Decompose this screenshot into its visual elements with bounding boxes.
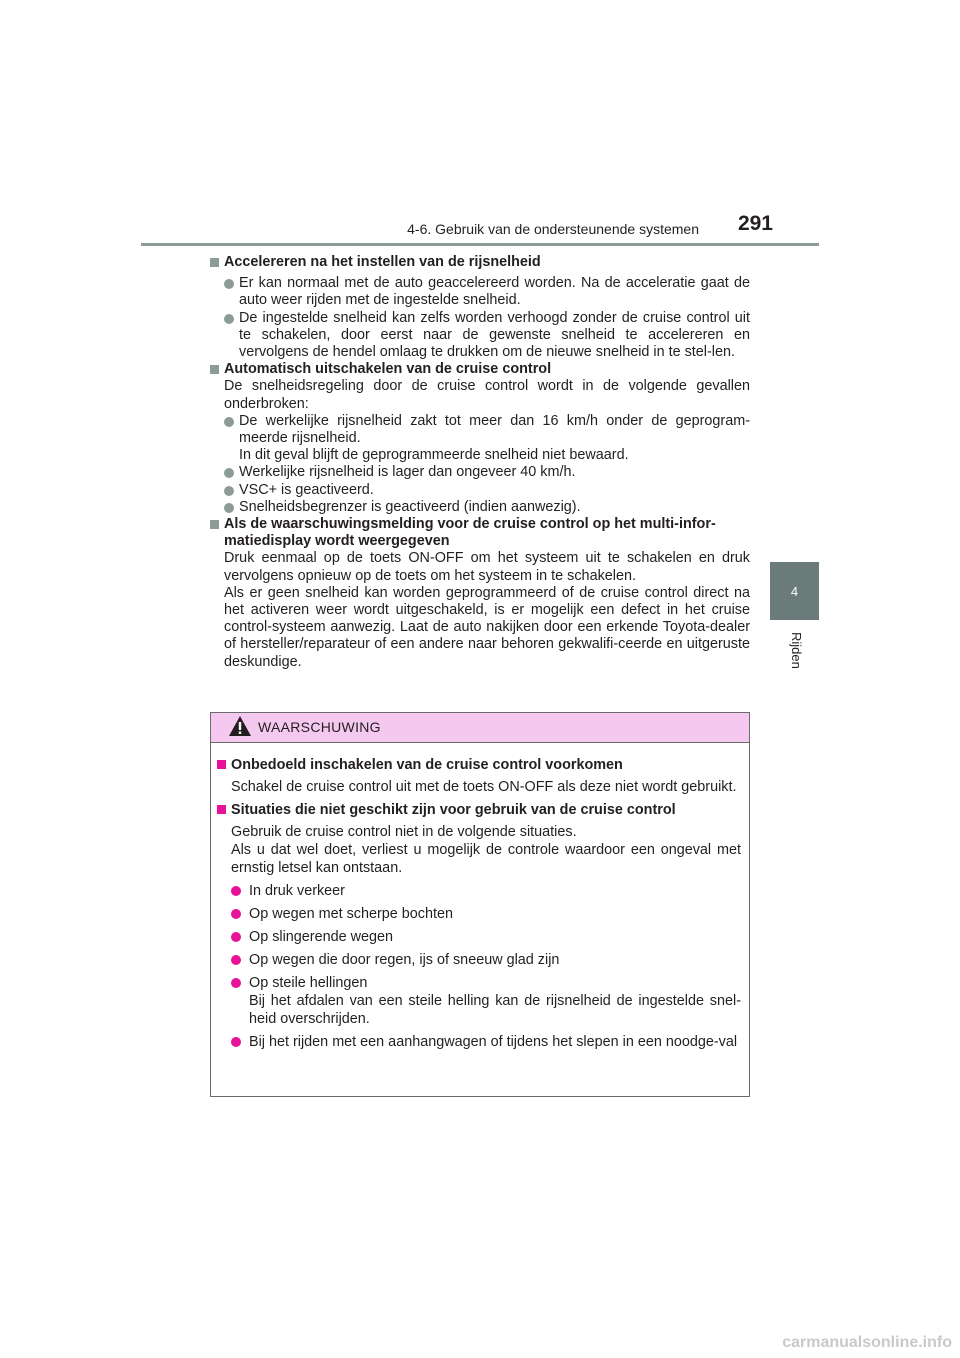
warning-header xyxy=(211,713,749,743)
bullet-item: Snelheidsbegrenzer is geactiveerd (indien aanwezig). xyxy=(210,499,750,516)
section-title: Als de waarschuwingsmelding voor de cruise control op het multi-infor-matiedisplay wordt weergegeven xyxy=(210,516,750,550)
chapter-title: 4-6. Gebruik van de ondersteunende systemen xyxy=(407,221,699,237)
warning-triangle-icon xyxy=(228,715,252,737)
chapter-tab[interactable] xyxy=(770,562,819,620)
warning-bullet: Op wegen met scherpe bochten xyxy=(217,905,741,923)
warning-item-text: Schakel de cruise control uit met de toets ON-OFF als deze niet wordt gebruikt. xyxy=(231,779,737,795)
bullet-item: VSC+ is geactiveerd. xyxy=(210,482,750,499)
page-header xyxy=(141,212,819,246)
bullet-note: In dit geval blijft de geprogrammeerde snelheid niet bewaard. xyxy=(239,447,629,464)
warning-bullet-note: Bij het afdalen van een steile helling kan de rijsnelheid de ingestelde snel-heid overschrijden. xyxy=(249,993,741,1027)
section-title: Accelereren na het instellen van de rijsnelheid xyxy=(210,254,750,271)
bullet-item: Werkelijke rijsnelheid is lager dan ongeveer 40 km/h. xyxy=(210,464,750,481)
warning-item-text: Als u dat wel doet, verliest u mogelijk de controle waardoor een ongeval met ernstig letsel kan ontstaan. xyxy=(231,842,741,876)
warning-body xyxy=(211,743,749,1051)
watermark: carmanualsonline.info xyxy=(782,1334,952,1351)
warning-item-title: Onbedoeld inschakelen van de cruise control voorkomen xyxy=(217,756,741,774)
warning-item-title: Situaties die niet geschikt zijn voor gebruik van de cruise control xyxy=(217,801,741,819)
section-intro: De snelheidsregeling door de cruise control wordt in de volgende gevallen onderbroken: xyxy=(224,378,750,412)
chapter-tab-label: Rijden xyxy=(789,632,804,669)
warning-bullet xyxy=(217,974,741,1028)
bullet-item: Er kan normaal met de auto geaccelereerd worden. Na de acceleratie gaat de auto weer rijden met de ingestelde snelheid. xyxy=(210,275,750,309)
warning-bullet: Op slingerende wegen xyxy=(217,928,741,946)
warning-box xyxy=(210,712,750,1097)
warning-bullet: In druk verkeer xyxy=(217,882,741,900)
warning-bullet: Op wegen die door regen, ijs of sneeuw glad zijn xyxy=(217,951,741,969)
page-number: 291 xyxy=(737,212,773,235)
warning-bullet: Bij het rijden met een aanhangwagen of tijdens het slepen in een noodge-val xyxy=(217,1033,741,1051)
chapter-tab-number: 4 xyxy=(790,583,799,599)
bullet-text: De werkelijke rijsnelheid zakt tot meer dan 16 km/h onder de geprogram-meerde rijsnelheid. xyxy=(239,412,750,447)
warning-item-text: Gebruik de cruise control niet in de volgende situaties. xyxy=(231,824,577,840)
header-rule xyxy=(141,243,819,246)
bullet-item: De ingestelde snelheid kan zelfs worden verhoogd zonder de cruise control uit te schakelen, door eerst naar de gewenste snelheid te accelereren en vervolgens de hendel omlaag te drukken om de nieuwe snelheid in te stel-len. xyxy=(210,310,750,362)
section-title: Automatisch uitschakelen van de cruise control xyxy=(210,361,750,378)
section-paragraph: Als er geen snelheid kan worden geprogrammeerd of de cruise control direct na het activeren weer wordt uitgeschakeld, is er mogelijk een defect in het cruise control-systeem aanwezig. Laat de auto nakijken door een erkende Toyota-dealer of hersteller/reparateur of een andere naar behoren gekwalifi-ceerde en uitgeruste deskundige. xyxy=(224,584,750,670)
main-content xyxy=(210,254,750,671)
warning-bullet-text: Op steile hellingen xyxy=(249,975,368,991)
section-paragraph: Druk eenmaal op de toets ON-OFF om het systeem uit te schakelen en druk vervolgens opnieuw op de toets om het systeem in te schakelen. xyxy=(224,550,750,584)
warning-label: WAARSCHUWING xyxy=(258,719,381,735)
bullet-item xyxy=(210,413,750,465)
